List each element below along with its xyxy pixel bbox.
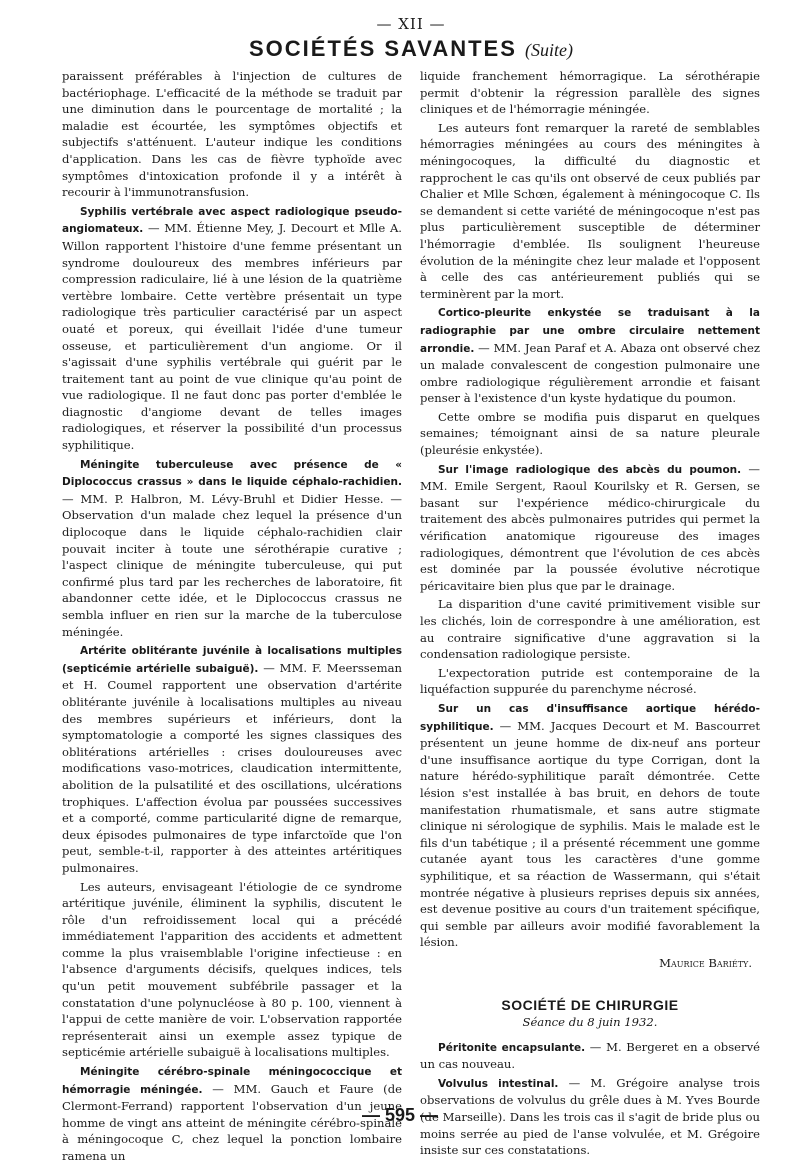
report-text: — MM. Emile Sergent, Raoul Kourilsky et R. Gersen, se basant sur l'expérience médico-chirurgicale du traitement des abcès pulmonaires putrides qui permet la vérification anatomique rigoureuse des images radiologiques, démontrent que l'évolution de ces abcès est dominée par la poussée évolutive nécrotique péricavitaire bien plus que par le drainage. bbox=[420, 461, 761, 593]
report-text: — M. Grégoire analyse trois observations de volvulus du grêle dues à M. Yves Bourde (de Marseille). Dans les trois cas il s'agit de bride plus ou moins serrée au pied de l'anse volvulée, et M. Grégoire insiste sur ces constatations. bbox=[420, 1075, 760, 1158]
report-text: — MM. F. Meersseman et H. Coumel rapportent une observation d'artérite oblitérante juvénile à localisations multiples au niveau des membres supérieurs et inférieurs, dont la symptomatologie a comporté les signes classiques des oblitérations artérielles : crises douloureuses avec modifications vaso-motrices, claudication intermittente, abolition de la pulsatilité et des oscillations, ulcérations trophiques. L'affection évolua par poussées successives et a comporté, comme particularité digne de remarque, deux épisodes pulmonaires de type infarctoïde que l'on peut, semble-t-il, rapporter à des atteintes artéritiques pulmonaires. bbox=[62, 660, 402, 875]
report-title: Volvulus intestinal. bbox=[438, 1077, 559, 1090]
title-suite: (Suite) bbox=[525, 40, 573, 60]
report-text: — MM. Gauch et Faure (de Clermont-Ferrand) rapportent l'observation d'un jeune homme de vingt ans atteint de méningite cérébro-spinale à méningocoque C, chez lequel la ponction lombaire ramena un bbox=[62, 1081, 402, 1163]
paragraph bbox=[62, 456, 402, 641]
paragraph: Les auteurs font remarquer la rareté de semblables hémorragies méningées au cours des méningites à méningocoques, la difficulté du diagnostic et rapprochent le cas qu'ils ont observé de ceux publiés par Chalier et Mlle Schœn, également à méningocoque C. Ils se demandent si cette variété de méningocoque n'est pas plus particulièrement susceptible de déterminer l'hémorragie d'emblée. Ils soulignent l'heureuse évolution de la méningite chez leur malade et l'opposent à celle des cas antérieurement publiés qui se terminèrent par la mort. bbox=[420, 120, 760, 301]
paragraph bbox=[62, 642, 402, 876]
roman-page-number: — XII — bbox=[376, 15, 446, 33]
report-text: — M. Bergeret en a observé un cas nouveau. bbox=[420, 1039, 760, 1072]
paragraph: Les auteurs, envisageant l'étiologie de ce syndrome artéritique juvénile, éliminent la syphilis, discutent le rôle d'un refroidissement local qui a précédé immédiatement l'apparition des accidents et admettent comme la plus vraisemblable l'origine infectieuse : en l'absence d'arguments décisifs, quelques indices, tels qu'un petit mouvement subfébrile passager et la constatation d'une polynucléose à 80 p. 100, viennent à l'appui de cette manière de voir. L'observation rapportée représenterait ainsi un exemple assez typique de septicémie artérielle subaiguë à localisations multiples. bbox=[62, 879, 402, 1060]
report-title: Sur un cas d'insuffisance aortique hérédo-syphilitique. bbox=[420, 702, 760, 733]
paragraph: paraissent préférables à l'injection de cultures de bactériophage. L'efficacité de la méthode se traduit par une diminution dans le pourcentage de mortalité ; la maladie est écourtée, les symptômes objectifs et subjectifs s'atténuent. L'auteur indique les conditions d'application. Dans les cas de fièvre typhoïde avec symptômes d'intoxication profonde il y a intérêt à recourir à l'immunotransfusion. bbox=[62, 69, 402, 200]
section-date: Séance du 8 juin 1932. bbox=[522, 1015, 658, 1030]
author-signature: Maurice Bariéty. bbox=[659, 955, 752, 970]
report-title: Sur l'image radiologique des abcès du poumon. bbox=[438, 463, 742, 476]
report-title: Péritonite encapsulante. bbox=[438, 1041, 586, 1054]
paragraph: L'expectoration putride est contemporaine de la liquéfaction suppurée du parenchyme nécrosé. bbox=[420, 665, 760, 697]
paragraph bbox=[420, 1039, 760, 1073]
paragraph bbox=[420, 461, 760, 595]
left-column bbox=[62, 68, 402, 1167]
report-text: — MM. Étienne Mey, J. Decourt et Mlle A. Willon rapportent l'histoire d'une femme présentant un syndrome douloureux des membres inférieurs par compression radiculaire, lié à une lésion de la quatrième vertèbre lombaire. Cette vertèbre présentait un type radiologique très particulier caractérisé par un aspect ouaté et poreux, qui éveillait l'idée d'une tumeur osseuse, et particulièrement d'un angiome. Or il s'agissait d'une syphilis vertébrale qui guérit par le traitement tant au point de vue clinique qu'au point de vue radiologique. Il ne faut donc pas porter d'emblée le diagnostic d'angiome devant de telles images radiologiques, et réserver la possibilité d'un processus syphilitique. bbox=[62, 221, 402, 453]
paragraph: La disparition d'une cavité primitivement visible sur les clichés, loin de correspondre à une amélioration, est au contraire significative d'une aggravation si la condensation radiologique persiste. bbox=[420, 597, 760, 662]
report-title: Cortico-pleurite enkystée se traduisant à la radiographie par une ombre circulaire nettement arrondie. bbox=[420, 307, 760, 355]
paragraph bbox=[62, 203, 402, 454]
two-column-body bbox=[62, 68, 760, 1167]
report-text: — MM. Jacques Decourt et M. Bascourret présentent un jeune homme de dix-neuf ans porteur d'une insuffisance aortique du type Corrigan, dont la nature hérédo-syphilitique paraît démontrée. Cette lésion s'est installée à bas bruit, en dehors de toute manifestation rhumatismale, et sans autre stigmate clinique ni sérologique de syphilis. Mais le malade est le fils d'un tabétique ; il a présenté récemment une gomme cutanée ayant tous les caractères d'une gomme syphilitique, et sa réaction de Wassermann, qui s'était montrée négative à plusieurs reprises depuis six années, est devenue positive au cours d'un traitement spécifique, qui semble par ailleurs avoir modifié favorablement la lésion. bbox=[420, 718, 760, 950]
title-main: SOCIÉTÉS SAVANTES bbox=[249, 36, 517, 61]
section-title: SOCIÉTÉ DE CHIRURGIE bbox=[501, 997, 679, 1014]
report-title: Méningite cérébro-spinale méningococcique et hémorragie méningée. bbox=[62, 1066, 402, 1096]
paragraph bbox=[420, 304, 760, 407]
paragraph: liquide franchement hémorragique. La sérothérapie permit d'obtenir la régression parallèle des signes cliniques et de l'hémorragie méningée. bbox=[420, 69, 760, 117]
report-title: Méningite tuberculeuse avec présence de « Diplococcus crassus » dans le liquide céphalo-rachidien. bbox=[62, 458, 402, 489]
report-text: — MM. Jean Paraf et A. Abaza ont observé chez un malade convalescent de congestion pulmonaire une ombre radiologique régulièrement arrondie et faisant penser à l'existence d'un kyste hydatique du poumon. bbox=[420, 340, 760, 406]
report-title: Artérite oblitérante juvénile à localisations multiples (septicémie artérielle subaiguë). bbox=[62, 645, 402, 675]
paragraph bbox=[420, 700, 760, 951]
page-title bbox=[62, 34, 760, 64]
report-title: Syphilis vertébrale avec aspect radiologique pseudo-angiomateux. bbox=[62, 205, 402, 236]
right-column bbox=[420, 68, 760, 1167]
paragraph: Cette ombre se modifia puis disparut en quelques semaines; témoignant ainsi de sa nature pleurale (pleurésie enkystée). bbox=[420, 409, 760, 458]
report-text: — MM. P. Halbron, M. Lévy-Bruhl et Didier Hesse. — Observation d'un malade chez lequel la présence d'un diplocoque dans le liquide céphalo-rachidien clair pouvait inciter à toute une sérothérapie curative ; l'aspect clinique de méningite tuberculeuse, qui put confirmé plus tard par les recherches de laboratoire, fit abandonner cette idée, et le Diplococcus crassus ne sembla influer en rien sur la marche de la tuberculose méningée. bbox=[62, 491, 402, 639]
page-number: — 595 — bbox=[361, 1105, 439, 1125]
